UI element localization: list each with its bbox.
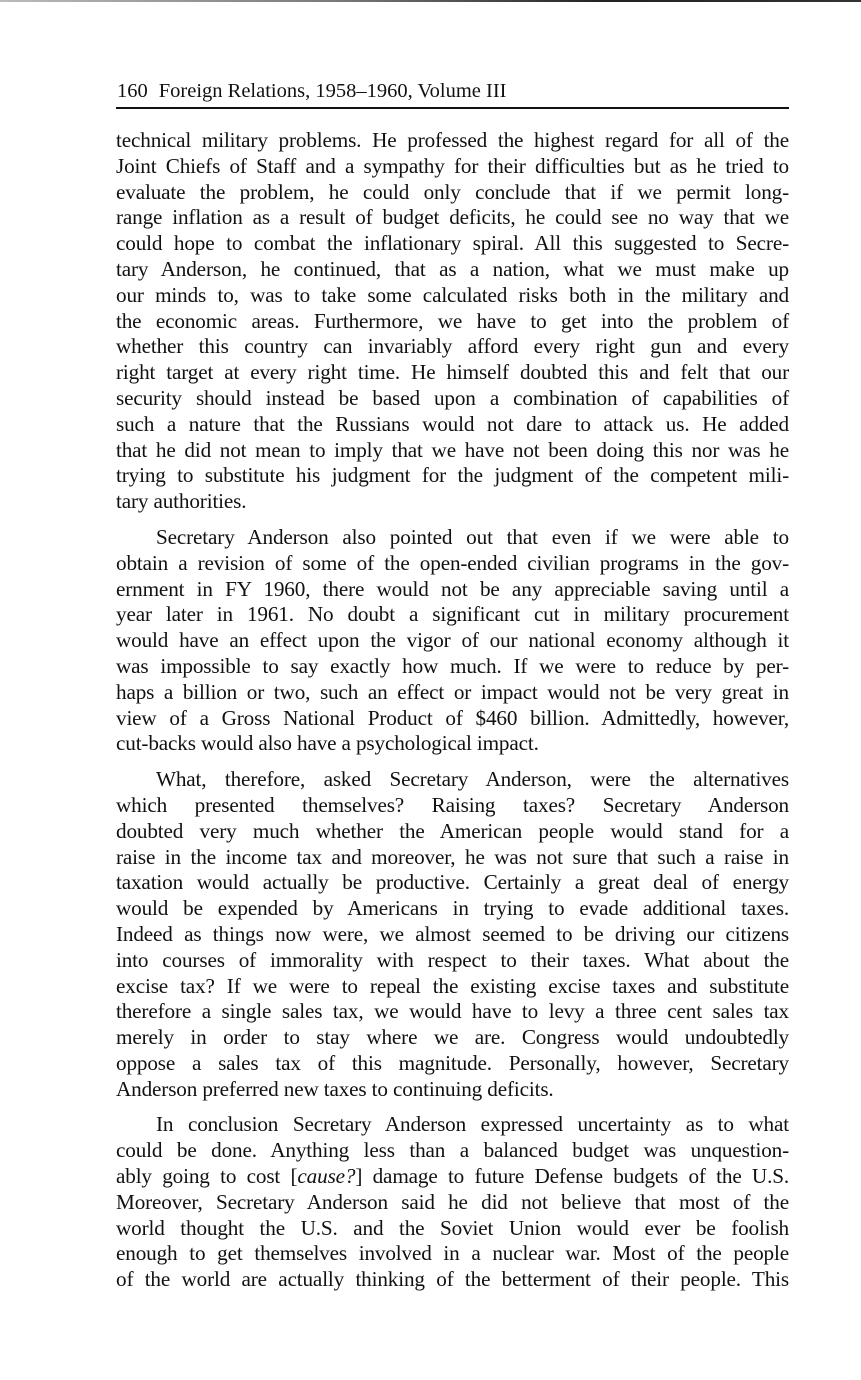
paragraph-3 xyxy=(116,767,789,1102)
page-top-edge xyxy=(0,0,861,2)
text-line: range inflation as a result of budget deficits, he could see no way that we xyxy=(116,205,789,230)
text-line: our minds to, was to take some calculated risks both in the military and xyxy=(116,282,789,307)
text-line: trying to substitute his judgment for the judgment of the competent mili- xyxy=(116,463,789,488)
text-line: the economic areas. Furthermore, we have to get into the problem of xyxy=(116,308,789,333)
text-line: therefore a single sales tax, we would have to levy a three cent sales tax xyxy=(116,999,789,1024)
text-line: obtain a revision of some of the open-ended civilian programs in the gov- xyxy=(116,550,789,575)
text-line: tary Anderson, he continued, that as a nation, what we must make up xyxy=(116,256,789,281)
text-fragment: ably going to cost [ xyxy=(116,1164,298,1189)
text-line: technical military problems. He professed the highest regard for all of the xyxy=(116,128,789,152)
text-line: oppose a sales tax of this magnitude. Personally, however, Secretary xyxy=(116,1050,789,1075)
running-head-title: Foreign Relations, 1958–1960, Volume III xyxy=(158,80,507,102)
text-line: view of a Gross National Product of $460 billion. Admittedly, however, xyxy=(116,705,789,730)
text-line: Moreover, Secretary Anderson said he did not believe that most of the xyxy=(116,1189,789,1214)
text-line: merely in order to stay where we are. Congress would undoubtedly xyxy=(116,1025,789,1050)
text-line: that he did not mean to imply that we have not been doing this nor was he xyxy=(116,437,789,462)
text-line: would be expended by Americans in trying to evade additional taxes. xyxy=(116,896,789,921)
text-line: world thought the U.S. and the Soviet Union would ever be foolish xyxy=(116,1215,789,1240)
paragraph-2 xyxy=(116,525,789,757)
text-line: Anderson preferred new taxes to continuing deficits. xyxy=(116,1076,554,1101)
text-line: ernment in FY 1960, there would not be any appreciable saving until a xyxy=(116,576,789,601)
text-line: was impossible to say exactly how much. If we were to reduce by per- xyxy=(116,653,789,678)
text-fragment: ] damage to future Defense budgets of the U.S. xyxy=(355,1164,790,1189)
text-line: taxation would actually be productive. Certainly a great deal of energy xyxy=(116,870,789,895)
text-line: right target at every right time. He himself doubted this and felt that our xyxy=(116,360,789,385)
text-line: year later in 1961. No doubt a significant cut in military procurement xyxy=(116,602,789,627)
text-line: cut-backs would also have a psychological impact. xyxy=(116,731,539,756)
text-line: enough to get themselves involved in a nuclear war. Most of the people xyxy=(116,1241,789,1266)
text-line: Secretary Anderson also pointed out that even if we were able to xyxy=(156,524,789,549)
text-line: In conclusion Secretary Anderson expressed uncertainty as to what xyxy=(156,1112,789,1137)
text-line: which presented themselves? Raising taxes? Secretary Anderson xyxy=(116,792,789,817)
text-line: into courses of immorality with respect to their taxes. What about the xyxy=(116,947,789,972)
text-line: could be done. Anything less than a balanced budget was unquestion- xyxy=(116,1138,789,1163)
text-line: Joint Chiefs of Staff and a sympathy for their difficulties but as he tried to xyxy=(116,153,789,178)
document-page xyxy=(116,78,789,1303)
paragraph-1 xyxy=(116,128,789,515)
paragraph-4 xyxy=(116,1112,789,1293)
header-rule xyxy=(116,107,789,109)
text-line-with-italic xyxy=(116,1164,789,1190)
text-line: of the world are actually thinking of the betterment of their people. This xyxy=(116,1267,789,1292)
text-line: raise in the income tax and moreover, he was not sure that such a raise in xyxy=(116,844,789,869)
text-line: evaluate the problem, he could only conclude that if we permit long- xyxy=(116,179,789,204)
text-line: excise tax? If we were to repeal the existing excise taxes and substitute xyxy=(116,973,789,998)
text-line: tary authorities. xyxy=(116,489,247,514)
text-line: haps a billion or two, such an effect or impact would not be very great in xyxy=(116,679,789,704)
page-number: 160 xyxy=(117,80,148,102)
italic-editorial-note: cause? xyxy=(297,1164,356,1189)
text-line: whether this country can invariably afford every right gun and every xyxy=(116,334,789,359)
text-line: such a nature that the Russians would not dare to attack us. He added xyxy=(116,411,789,436)
text-line: would have an effect upon the vigor of our national economy although it xyxy=(116,628,789,653)
text-line: Indeed as things now were, we almost seemed to be driving our citizens xyxy=(116,921,789,946)
text-line: could hope to combat the inflationary spiral. All this suggested to Secre- xyxy=(116,231,789,256)
text-line: doubted very much whether the American people would stand for a xyxy=(116,818,789,843)
running-head xyxy=(116,78,789,106)
text-line: security should instead be based upon a combination of capabilities of xyxy=(116,385,789,410)
text-line: What, therefore, asked Secretary Anderson, were the alternatives xyxy=(156,767,789,792)
